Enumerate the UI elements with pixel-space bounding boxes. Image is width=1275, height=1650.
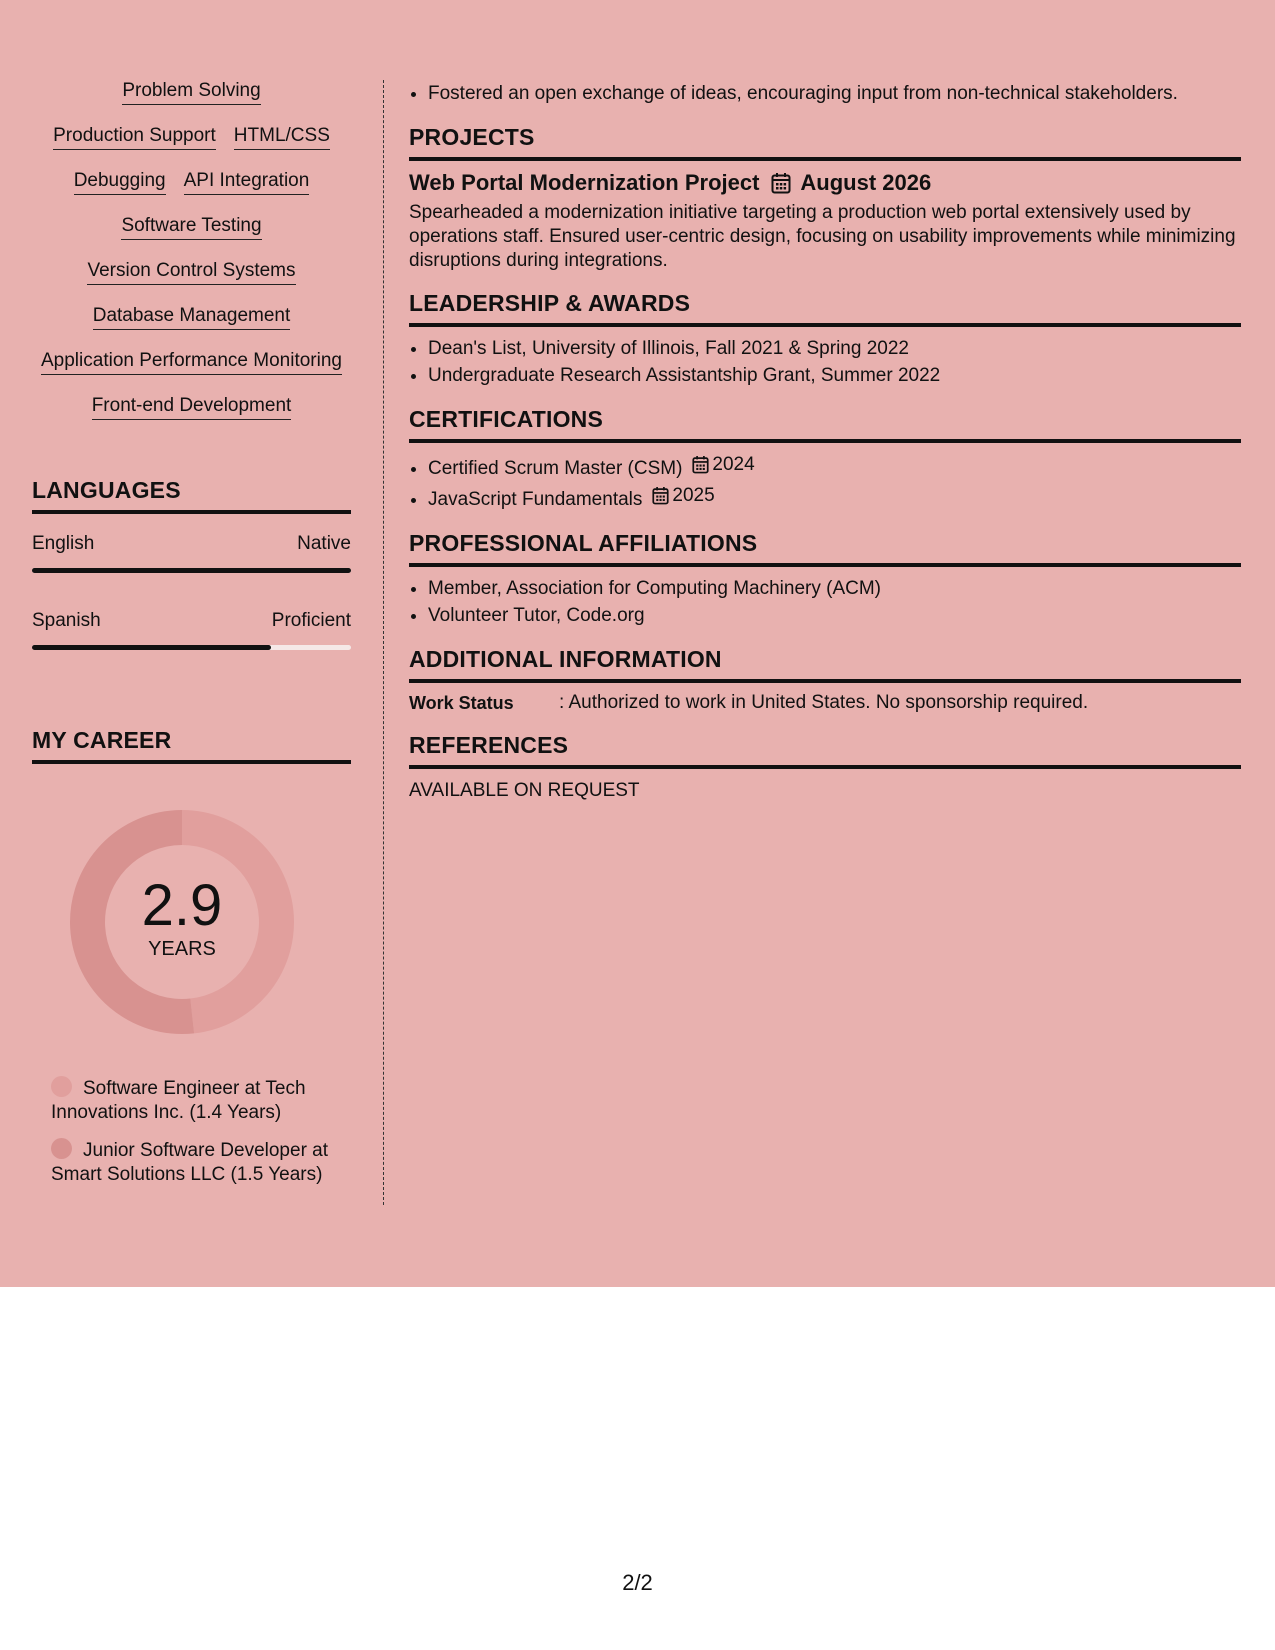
- work-status-row: [409, 691, 1241, 715]
- certification-year: 2024: [712, 454, 755, 475]
- affiliation-item: • Member, Association for Computing Machinery (ACM): [428, 575, 1241, 602]
- project-header: [409, 169, 1241, 197]
- skill-tag: Application Performance Monitoring: [41, 350, 342, 375]
- skill-tag: Software Testing: [121, 215, 261, 240]
- career-legend-label: Junior Software Developer at Smart Solutions LLC (1.5 Years): [51, 1140, 329, 1185]
- certification-item: [428, 451, 1241, 482]
- skill-tag: API Integration: [184, 170, 310, 195]
- projects-section: [409, 123, 1241, 273]
- projects-heading: PROJECTS: [409, 123, 1241, 161]
- skills-row: [32, 305, 351, 350]
- references-section: [409, 731, 1241, 803]
- career-total-years: 2.9: [141, 873, 223, 938]
- skill-tag: Debugging: [74, 170, 166, 195]
- calendar-icon: [692, 455, 709, 474]
- career-heading: MY CAREER: [32, 726, 351, 764]
- skill-tag: Front-end Development: [92, 395, 292, 420]
- work-status-label: Work Status: [409, 693, 514, 713]
- legend-dot: [51, 1076, 72, 1097]
- language-level: Proficient: [271, 610, 351, 631]
- affiliation-item: • Volunteer Tutor, Code.org: [428, 602, 1241, 629]
- language-bar: [32, 568, 351, 573]
- language-bar-fill: [32, 568, 351, 573]
- career-legend-label: Software Engineer at Tech Innovations Inc. (1.4 Years): [51, 1078, 306, 1123]
- experience-bullets: [409, 80, 1241, 107]
- skills-row: [32, 350, 351, 395]
- skills-row: [32, 170, 351, 215]
- skills-list: [32, 80, 351, 440]
- languages-heading: LANGUAGES: [32, 476, 351, 514]
- leadership-section: [409, 289, 1241, 389]
- certification-name: JavaScript Fundamentals: [428, 489, 643, 510]
- certifications-section: [409, 405, 1241, 513]
- skills-row: [32, 80, 351, 125]
- certification-item: [428, 482, 1241, 513]
- project-description: Spearheaded a modernization initiative targeting a production web portal extensively used by operations staff. Ensured user-centric design, focusing on usability improvements while minimizing disruptions during integrations.: [409, 202, 1236, 271]
- leadership-item: • Undergraduate Research Assistantship Grant, Summer 2022: [428, 362, 1241, 389]
- skills-row: [32, 125, 351, 170]
- calendar-icon: [652, 486, 669, 505]
- legend-dot: [51, 1138, 72, 1159]
- skills-row: [32, 215, 351, 260]
- skill-tag: Database Management: [93, 305, 291, 330]
- career-total-unit: YEARS: [148, 938, 216, 960]
- skill-tag: Version Control Systems: [87, 260, 295, 285]
- page-number: 2/2: [622, 1570, 653, 1595]
- certification-name: Certified Scrum Master (CSM): [428, 458, 683, 479]
- experience-bullet: • Fostered an open exchange of ideas, encouraging input from non-technical stakeholders.: [428, 80, 1241, 107]
- language-item: [32, 609, 351, 650]
- references-heading: REFERENCES: [409, 731, 1241, 769]
- language-item: [32, 532, 351, 573]
- career-donut-chart: [62, 802, 302, 1042]
- language-level: Native: [297, 533, 351, 554]
- project-name: Web Portal Modernization Project: [409, 170, 760, 195]
- leadership-item: • Dean's List, University of Illinois, Fall 2021 & Spring 2022: [428, 335, 1241, 362]
- career-legend: [51, 1076, 341, 1187]
- work-status-value: : Authorized to work in United States. No sponsorship required.: [559, 692, 1089, 713]
- career-legend-item: [51, 1138, 341, 1187]
- main-column: [409, 80, 1241, 803]
- skills-row: [32, 260, 351, 305]
- calendar-icon: [771, 172, 791, 194]
- skill-tag: Problem Solving: [122, 80, 260, 105]
- affiliations-section: [409, 529, 1241, 629]
- skill-tag: HTML/CSS: [234, 125, 330, 150]
- additional-info-heading: ADDITIONAL INFORMATION: [409, 645, 1241, 683]
- language-name: Spanish: [32, 610, 101, 631]
- certifications-heading: CERTIFICATIONS: [409, 405, 1241, 443]
- career-legend-item: [51, 1076, 341, 1125]
- certification-year: 2025: [672, 485, 715, 506]
- column-divider: [383, 80, 384, 1205]
- references-text: AVAILABLE ON REQUEST: [409, 780, 640, 801]
- leadership-heading: LEADERSHIP & AWARDS: [409, 289, 1241, 327]
- skill-tag: Production Support: [53, 125, 216, 150]
- language-name: English: [32, 533, 95, 554]
- skills-row: [32, 395, 351, 440]
- language-bar-fill: [32, 645, 271, 650]
- language-bar: [32, 645, 351, 650]
- project-date: August 2026: [800, 170, 932, 195]
- affiliations-heading: PROFESSIONAL AFFILIATIONS: [409, 529, 1241, 567]
- sidebar: [32, 80, 351, 1200]
- additional-info-section: [409, 645, 1241, 715]
